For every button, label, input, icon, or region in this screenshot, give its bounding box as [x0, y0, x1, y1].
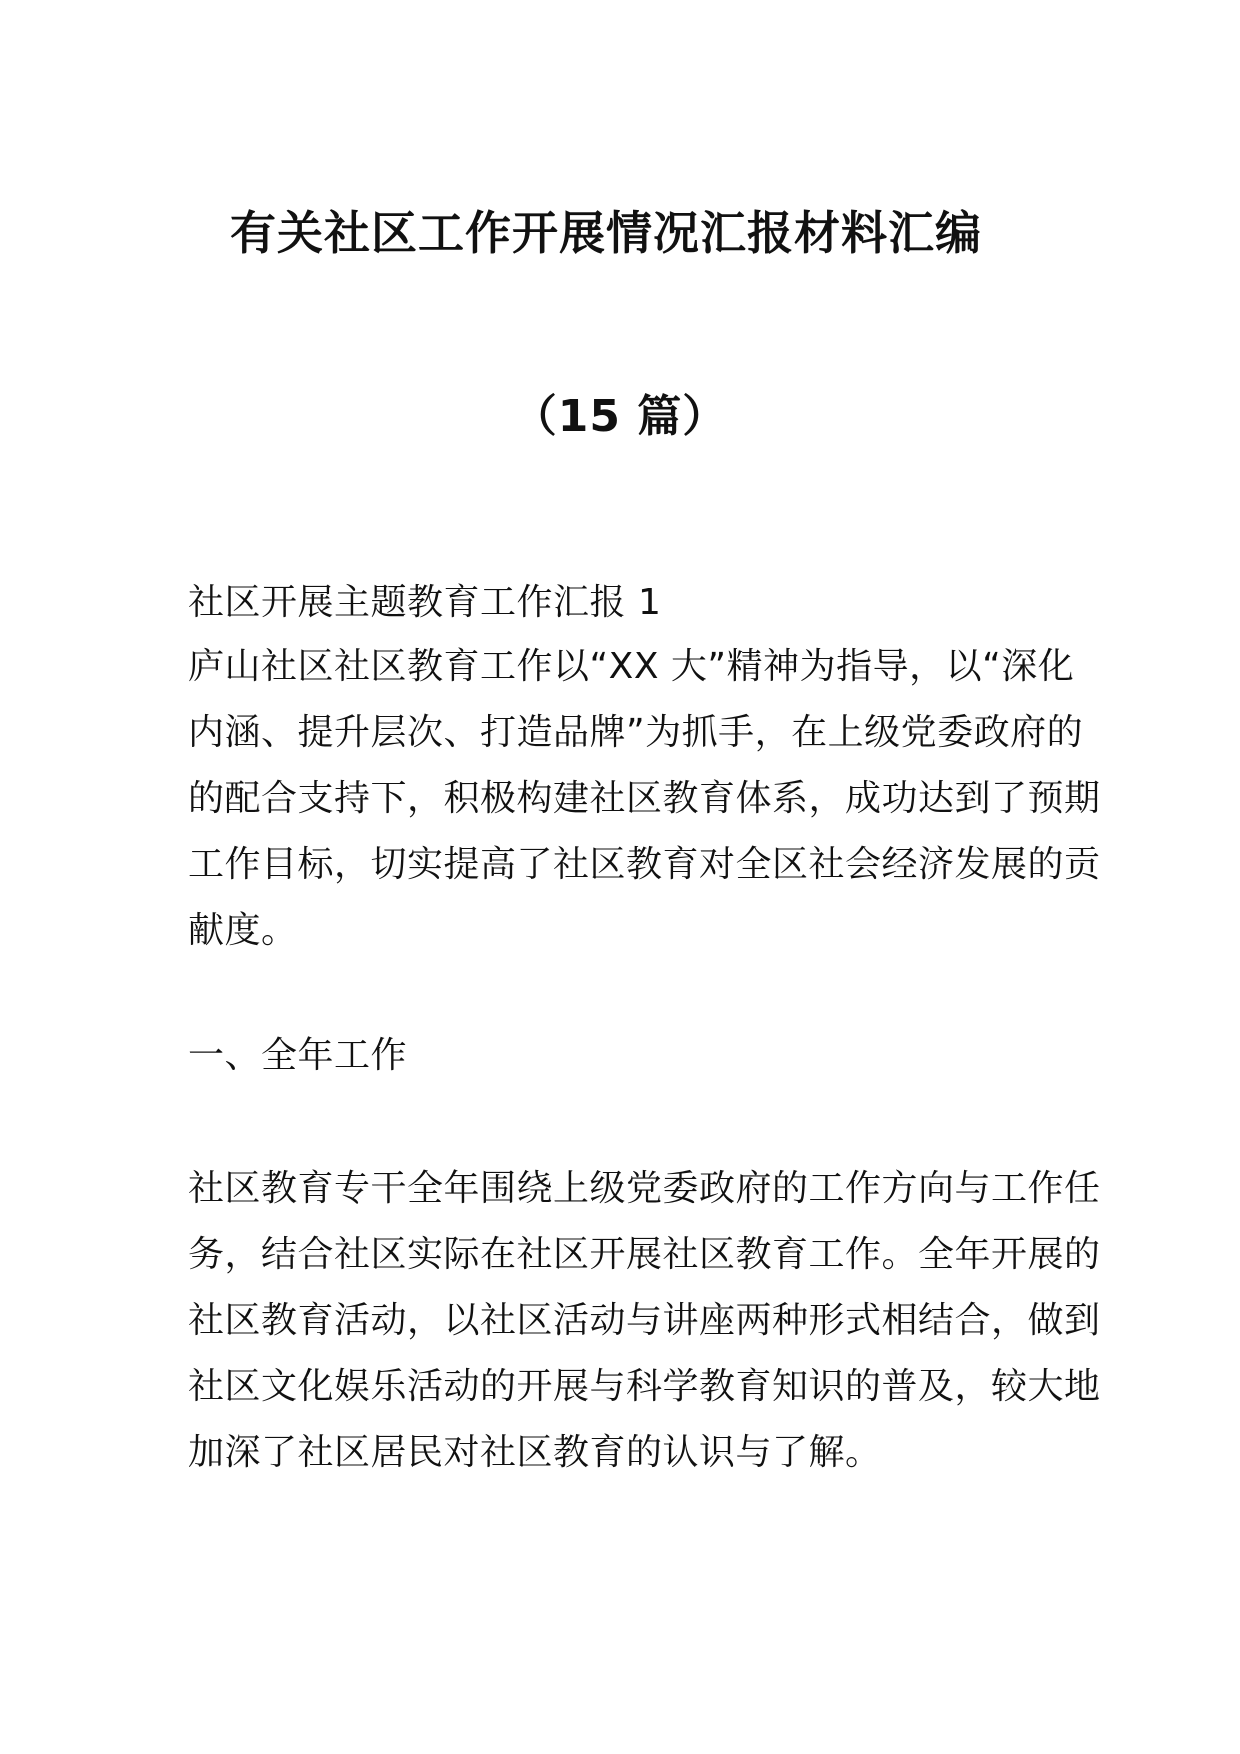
document-subtitle: （15 篇） — [512, 391, 728, 442]
paragraph-line: 内涵、提升层次、打造品牌”为抓手，在上级党委政府的 — [188, 712, 1084, 753]
paragraph-intro — [188, 634, 1101, 964]
paragraph-line: 工作目标，切实提高了社区教育对全区社会经济发展的贡 — [188, 844, 1101, 885]
paragraph-line: 务，结合社区实际在社区开展社区教育工作。全年开展的 — [188, 1234, 1101, 1275]
paragraph-line: 的配合支持下，积极构建社区教育体系，成功达到了预期 — [188, 778, 1101, 819]
paragraph-line: 社区文化娱乐活动的开展与科学教育知识的普及，较大地 — [188, 1366, 1101, 1407]
paragraph-line: 社区教育活动，以社区活动与讲座两种形式相结合，做到 — [188, 1300, 1101, 1341]
paragraph-line: 社区教育专干全年围绕上级党委政府的工作方向与工作任 — [188, 1168, 1101, 1209]
paragraph-line: 庐山社区社区教育工作以“XX 大”精神为指导，以“深化 — [188, 646, 1075, 687]
article-heading: 社区开展主题教育工作汇报 1 — [188, 582, 662, 623]
section-heading: 一、全年工作 — [188, 1035, 408, 1076]
paragraph-section-one — [188, 1156, 1101, 1486]
document-title: 有关社区工作开展情况汇报材料汇编 — [230, 206, 982, 260]
paragraph-line: 加深了社区居民对社区教育的认识与了解。 — [188, 1432, 882, 1473]
paragraph-line: 献度。 — [188, 910, 298, 951]
